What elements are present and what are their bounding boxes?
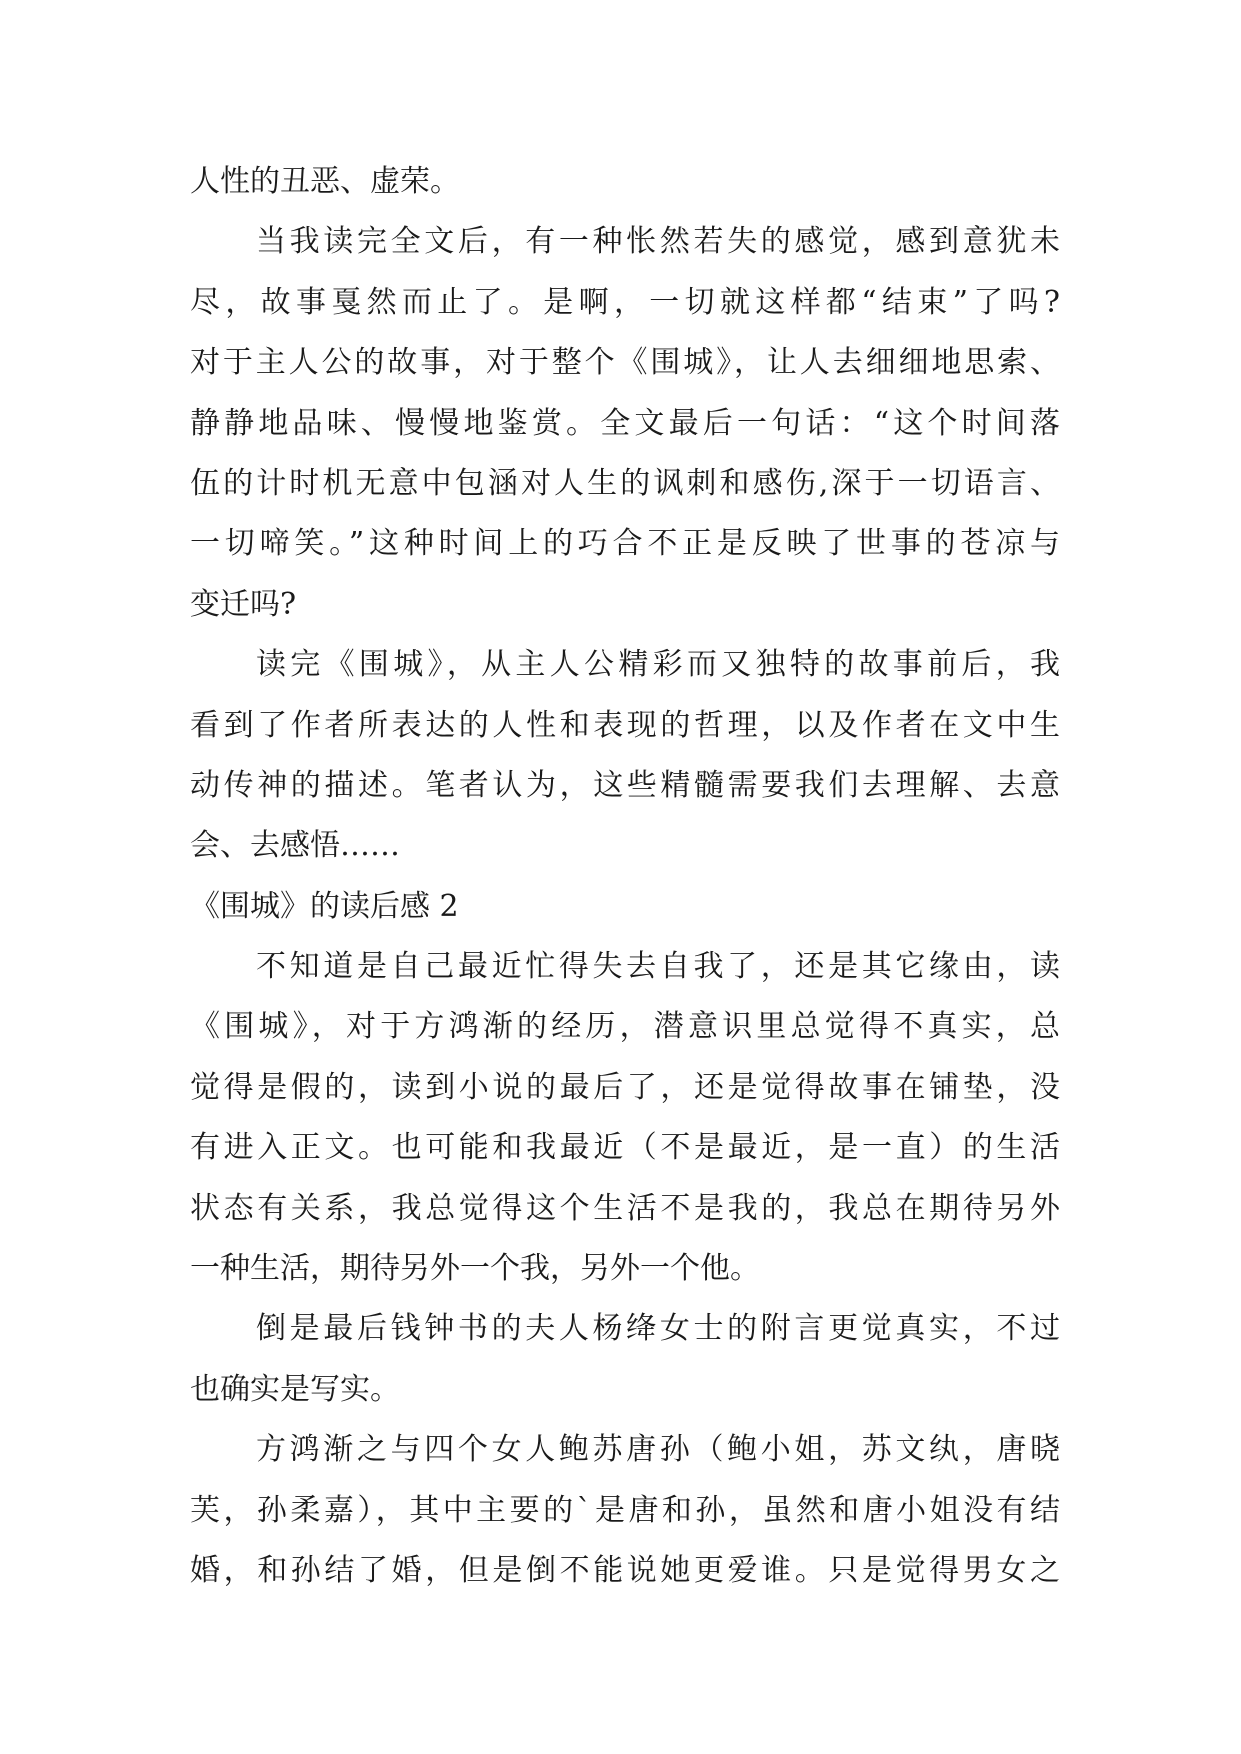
text-line: 尽，故事戛然而止了。是啊，一切就这样都“结束”了吗?: [190, 284, 1060, 320]
paragraph-first-line: 倒是最后钱钟书的夫人杨绛女士的附言更觉真实，不过: [256, 1311, 1060, 1347]
text-line: 觉得是假的，读到小说的最后了，还是觉得故事在铺垫，没: [190, 1069, 1060, 1105]
text-line: 看到了作者所表达的人性和表现的哲理，以及作者在文中生: [190, 707, 1060, 743]
text-line: 一种生活，期待另外一个我，另外一个他。: [190, 1251, 760, 1287]
text-line: 对于主人公的故事，对于整个《围城》，让人去细细地思索、: [190, 345, 1060, 381]
document-body: [190, 152, 1060, 1601]
text-line: 人性的丑恶、虚荣。: [190, 164, 460, 199]
paragraph-first-line: 不知道是自己最近忙得失去自我了，还是其它缘由，读: [256, 949, 1060, 985]
text-line: 会、去感悟……: [190, 828, 400, 864]
text-line: 伍的计时机无意中包涵对人生的讽刺和感伤,深于一切语言、: [190, 465, 1060, 501]
text-line: 静静地品味、慢慢地鉴赏。全文最后一句话：“这个时间落: [190, 405, 1060, 441]
text-line: 状态有关系，我总觉得这个生活不是我的，我总在期待另外: [190, 1190, 1060, 1226]
text-line: 有进入正文。也可能和我最近（不是最近，是一直）的生活: [190, 1130, 1060, 1166]
paragraph-first-line: 方鸿渐之与四个女人鲍苏唐孙（鲍小姐，苏文纨，唐晓: [256, 1432, 1060, 1468]
text-line: 婚，和孙结了婚，但是倒不能说她更爱谁。只是觉得男女之: [190, 1552, 1060, 1588]
text-line: 一切啼笑。”这种时间上的巧合不正是反映了世事的苍凉与: [190, 526, 1060, 562]
text-line: 动传神的描述。笔者认为，这些精髓需要我们去理解、去意: [190, 767, 1060, 803]
paragraph-first-line: 当我读完全文后，有一种怅然若失的感觉，感到意犹未: [256, 224, 1060, 260]
text-line: 芙，孙柔嘉），其中主要的`是唐和孙，虽然和唐小姐没有结: [190, 1492, 1060, 1528]
text-line: 变迁吗?: [190, 586, 297, 622]
paragraph-first-line: 读完《围城》，从主人公精彩而又独特的故事前后，我: [256, 647, 1060, 683]
text-line: 《围城》，对于方鸿渐的经历，潜意识里总觉得不真实，总: [190, 1009, 1060, 1045]
text-line: 也确实是写实。: [190, 1371, 400, 1407]
section-heading: 《围城》的读后感 2: [190, 888, 459, 924]
